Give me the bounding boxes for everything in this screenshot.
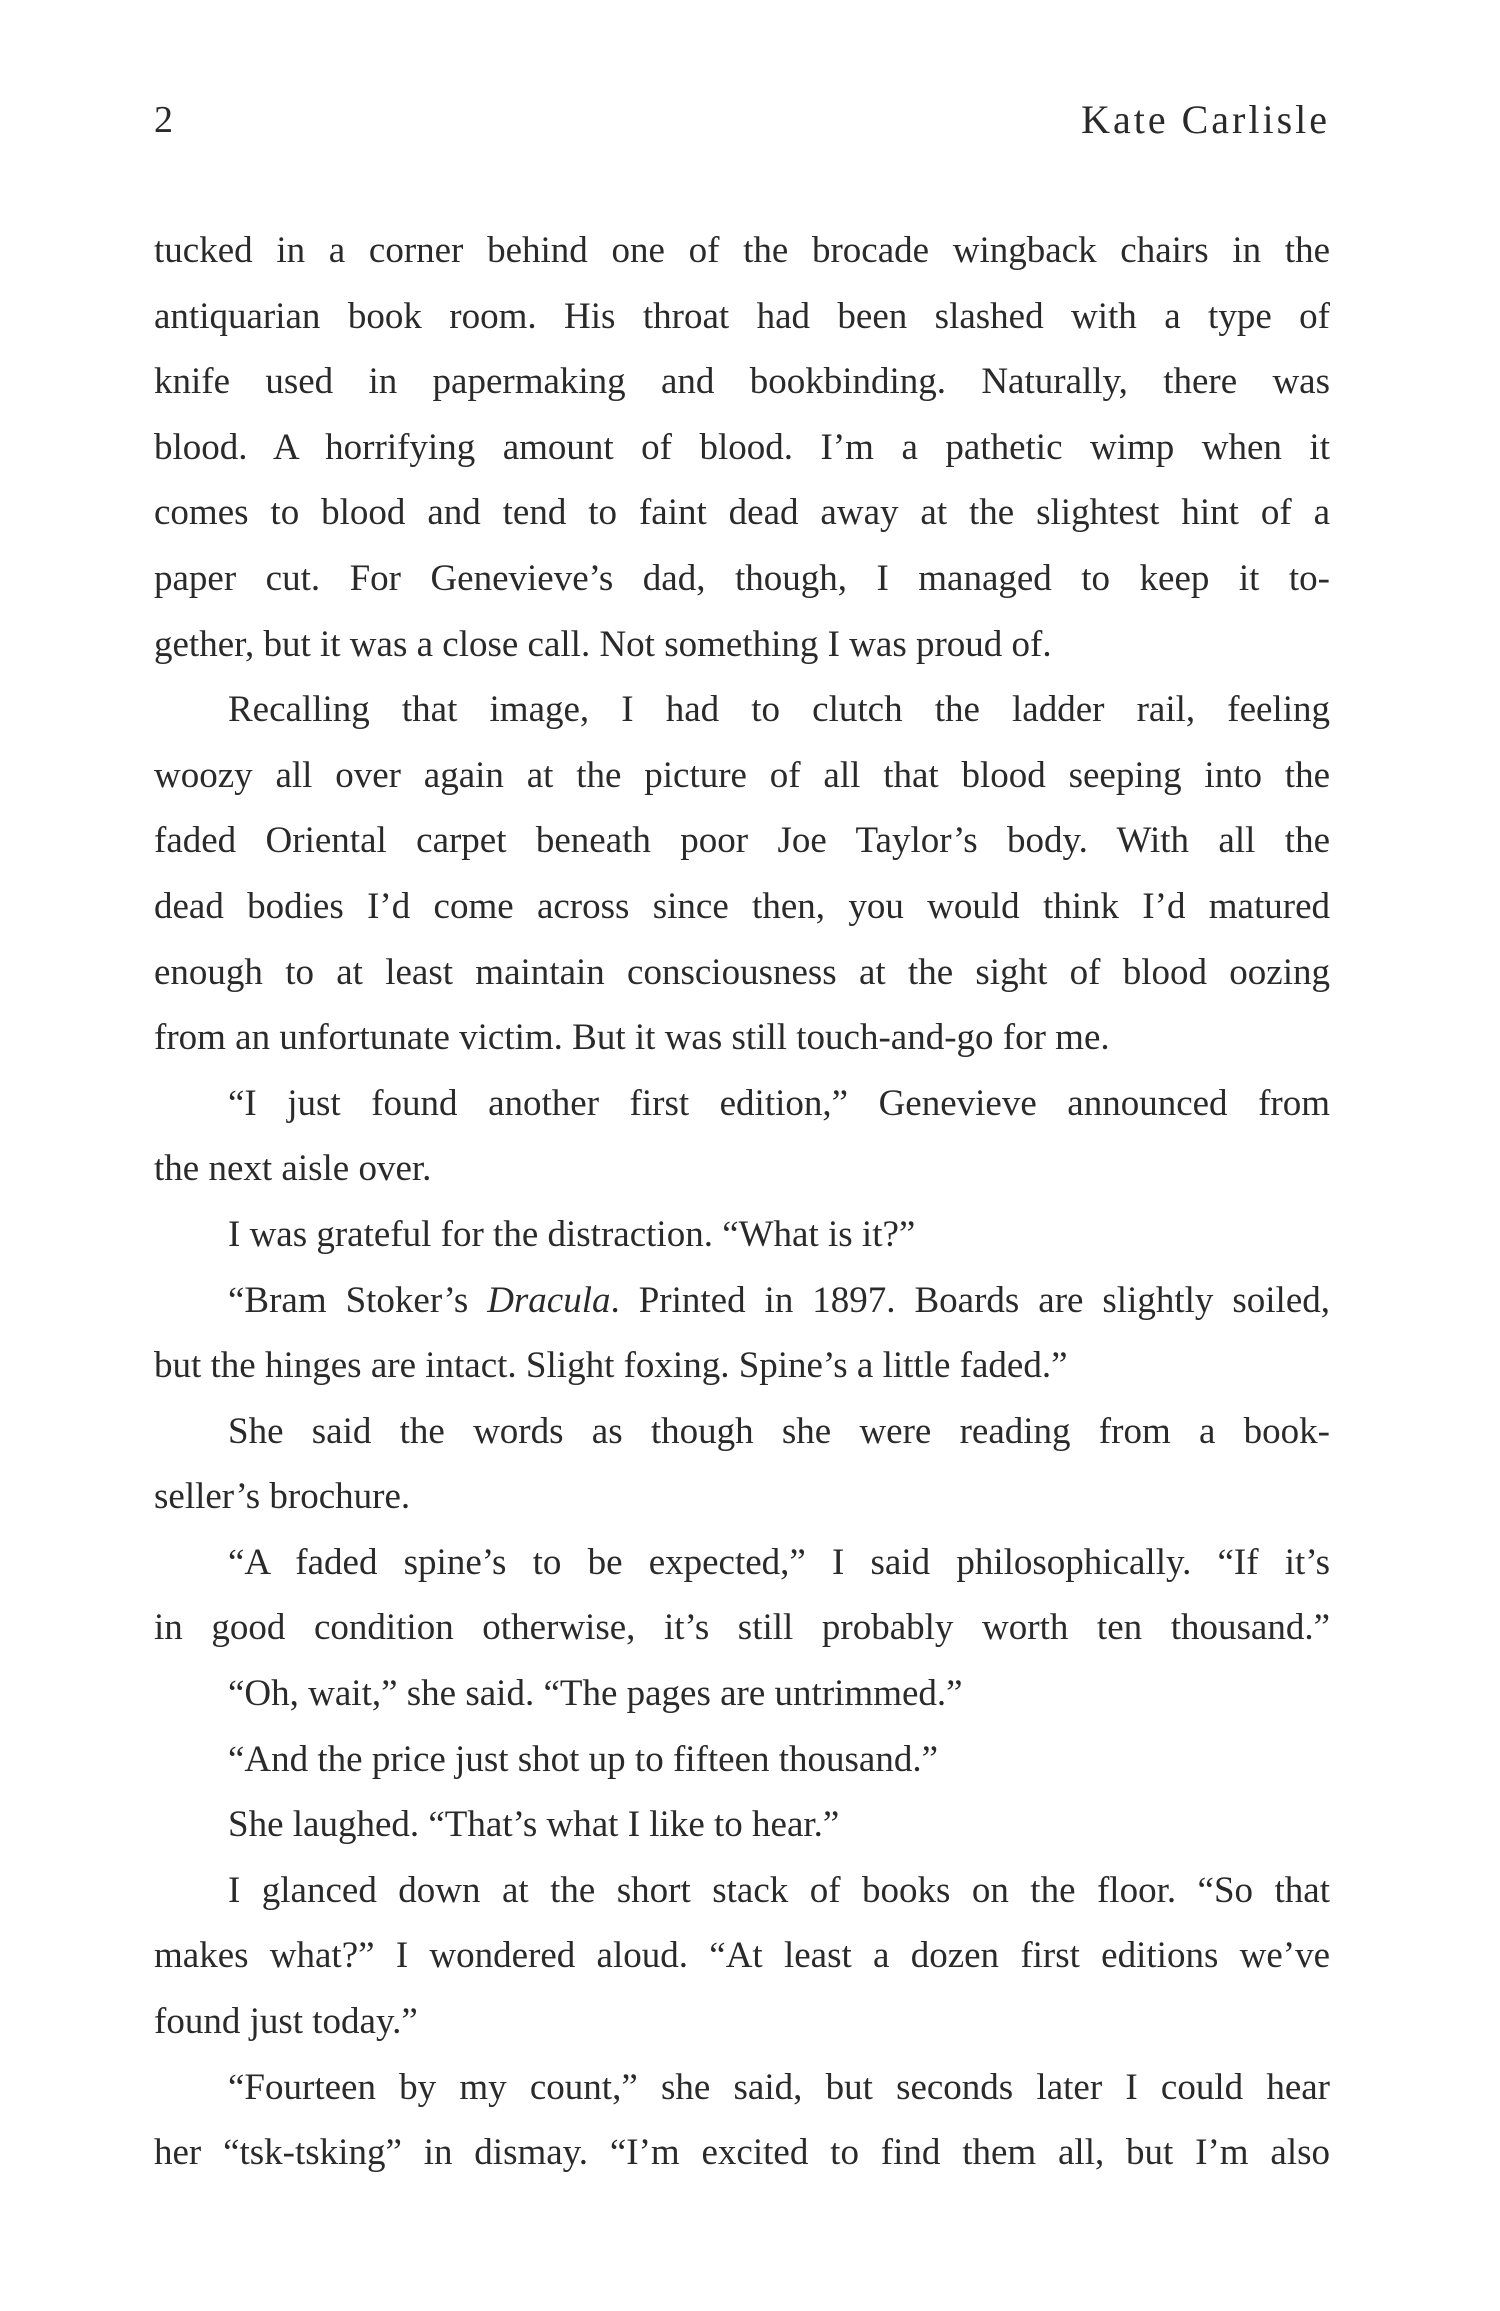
text-line: blood. A horrifying amount of blood. I’m a pathetic wimp when it: [154, 426, 1330, 468]
text-line: makes what?” I wondered aloud. “At least a dozen first editions we’ve: [154, 1935, 1330, 1977]
text-line: “Bram Stoker’s Dracula. Printed in 1897. Boards are slightly soiled,: [228, 1279, 1330, 1321]
text-line: from an unfortunate victim. But it was still touch-and-go for me.: [154, 1017, 1110, 1059]
text-line: comes to blood and tend to faint dead away at the slightest hint of a: [154, 492, 1330, 534]
italic-title: Dracula: [487, 1279, 611, 1321]
text-line: “Oh, wait,” she said. “The pages are untrimmed.”: [228, 1673, 963, 1715]
text-line: knife used in papermaking and bookbinding. Naturally, there was: [154, 361, 1330, 403]
text-line: seller’s brochure.: [154, 1476, 411, 1518]
text-line: She laughed. “That’s what I like to hear.”: [228, 1804, 840, 1846]
body-text: [154, 218, 1330, 2186]
text-line: “A faded spine’s to be expected,” I said philosophically. “If it’s: [228, 1541, 1330, 1583]
page-header: [150, 90, 1330, 150]
text-line: faded Oriental carpet beneath poor Joe Taylor’s body. With all the: [154, 820, 1330, 862]
text-line: found just today.”: [154, 2001, 418, 2043]
page-number: 2: [154, 99, 173, 141]
text-line: “And the price just shot up to fifteen thousand.”: [228, 1738, 939, 1780]
text-line: her “tsk-tsking” in dismay. “I’m excited to find them all, but I’m also: [154, 2132, 1330, 2174]
text-line: paper cut. For Genevieve’s dad, though, I managed to keep it to-: [154, 557, 1330, 599]
text-line: the next aisle over.: [154, 1148, 432, 1190]
text-line: I glanced down at the short stack of books on the floor. “So that: [228, 1869, 1330, 1911]
text-line: “Fourteen by my count,” she said, but seconds later I could hear: [228, 2066, 1330, 2108]
text-line: enough to at least maintain consciousness at the sight of blood oozing: [154, 951, 1330, 993]
text-line: Recalling that image, I had to clutch the ladder rail, feeling: [228, 689, 1330, 731]
text-line: I was grateful for the distraction. “What is it?”: [228, 1213, 916, 1255]
text-line: tucked in a corner behind one of the brocade wingback chairs in the: [154, 230, 1330, 271]
text-line: dead bodies I’d come across since then, you would think I’d matured: [154, 885, 1330, 927]
text-line: woozy all over again at the picture of all that blood seeping into the: [154, 754, 1330, 796]
text-line: in good condition otherwise, it’s still probably worth ten thousand.”: [154, 1607, 1330, 1649]
running-head-author: Kate Carlisle: [1081, 97, 1330, 142]
text-line: but the hinges are intact. Slight foxing. Spine’s a little faded.”: [154, 1345, 1068, 1387]
text-line: “I just found another first edition,” Genevieve announced from: [228, 1082, 1330, 1124]
text-line: gether, but it was a close call. Not something I was proud of.: [154, 623, 1052, 665]
text-line: She said the words as though she were reading from a book-: [228, 1410, 1330, 1452]
text-line: antiquarian book room. His throat had been slashed with a type of: [154, 295, 1330, 337]
